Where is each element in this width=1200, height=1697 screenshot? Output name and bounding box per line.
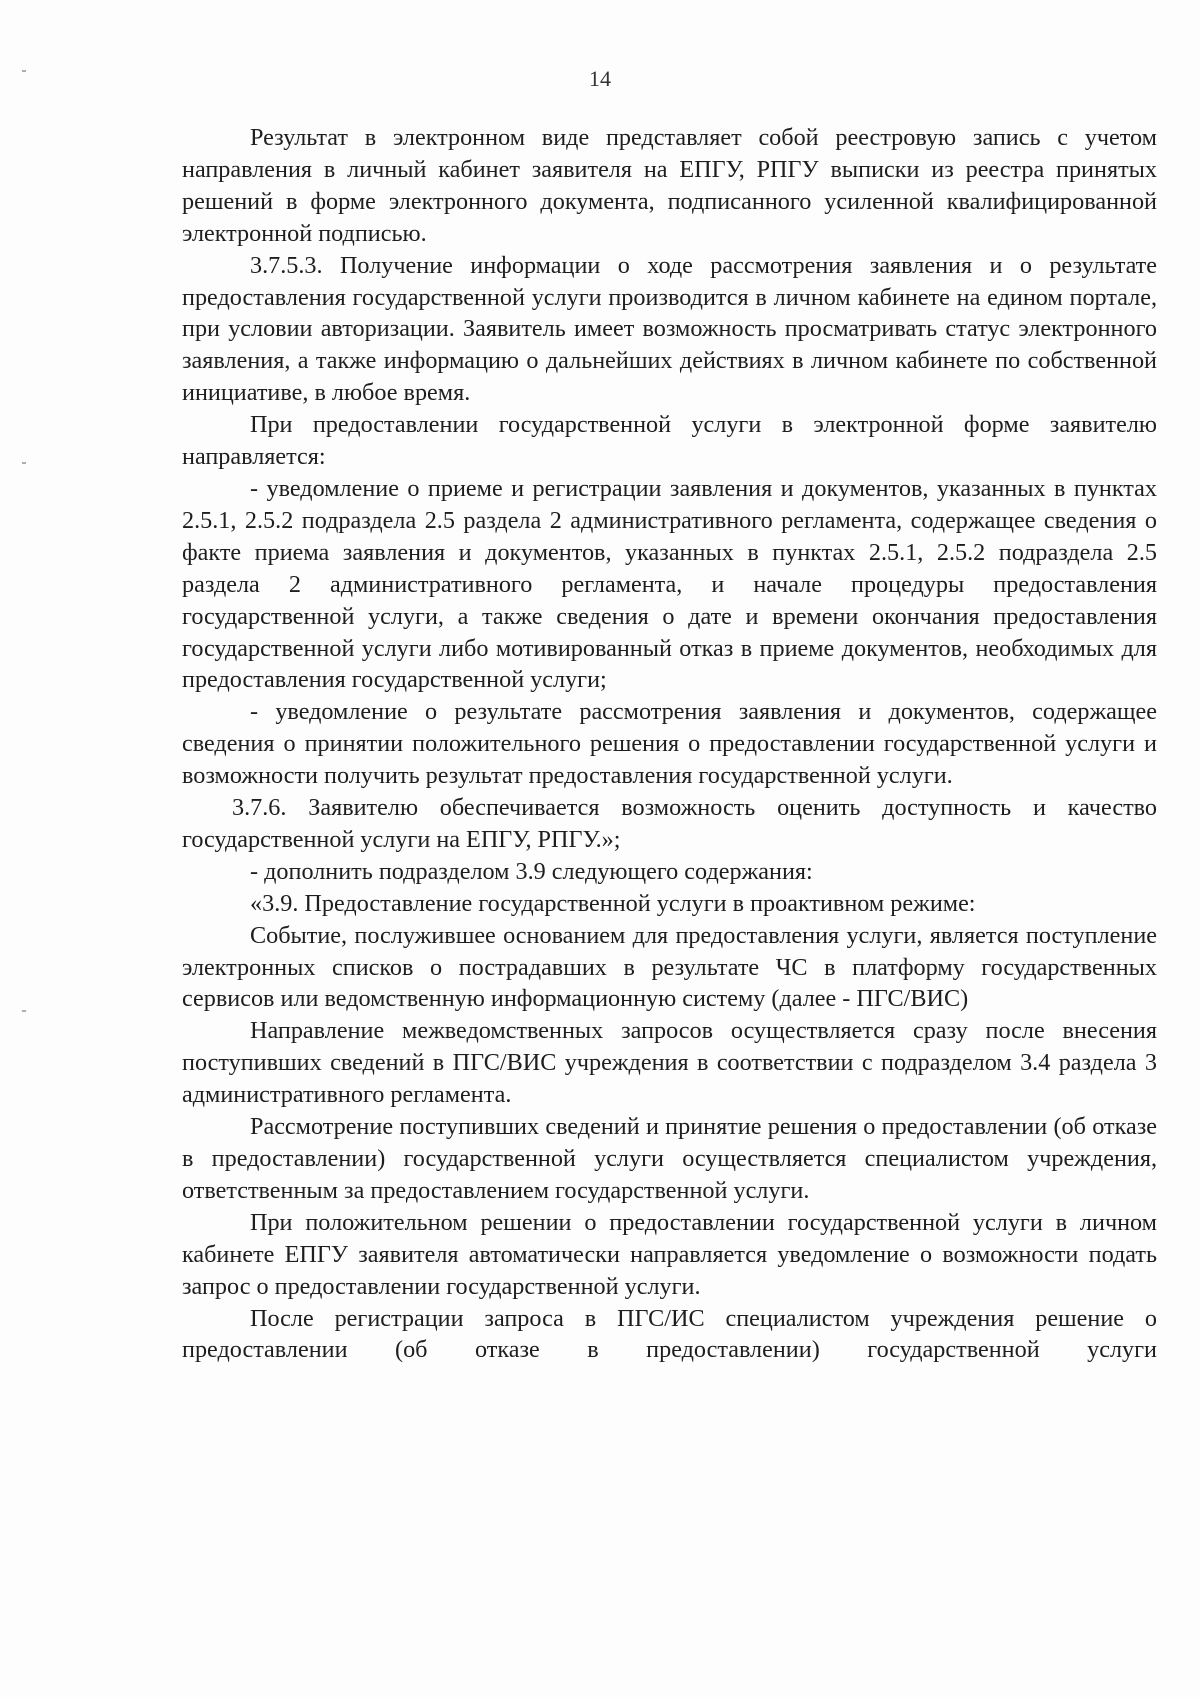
list-item-add-subsection: - дополнить подразделом 3.9 следующего содержания: (250, 857, 813, 885)
scan-mark (22, 1010, 26, 1012)
page-number: 14 (589, 66, 611, 91)
section-heading-3-9: «3.9. Предоставление государственной услуги в проактивном режиме: (250, 889, 976, 917)
scan-mark (22, 462, 26, 464)
paragraph-3-7-6: 3.7.6. Заявителю обеспечивается возможность оценить доступность и качество государственной услуги на ЕПГУ, РПГУ.»; (182, 794, 1157, 853)
paragraph-notifications-intro: При предоставлении государственной услуги в электронной форме заявителю направляется: (182, 411, 1157, 471)
paragraph-3-7-5-3: 3.7.5.3. Получение информации о ходе рассмотрения заявления и о результате предоставления государственной услуги производится в личном кабинете на едином портале, при условии авторизации. Заявитель имеет возможность просматривать статус электронного заявления, а также информацию о дальнейших действиях в личном кабинете по собственной инициативе, в любое время. (182, 251, 1157, 407)
document-body (182, 122, 1157, 1366)
list-item-receipt-notification: - уведомление о приеме и регистрации заявления и документов, указанных в пунктах 2.5.1, 2.5.2 подраздела 2.5 раздела 2 административного регламента, содержащее сведения о факте приема заявления и документов, указанных в пунктах 2.5.1, 2.5.2 подраздела 2.5 раздела 2 административного регламента, и начале процедуры предоставления государственной услуги, а также сведения о дате и времени окончания предоставления государственной услуги либо мотивированный отказ в приеме документов, необходимых для предоставления государственной услуги; (182, 474, 1157, 694)
paragraph-positive-decision: При положительном решении о предоставлении государственной услуги в личном кабинете ЕПГУ заявителя автоматически направляется уведомление о возможности подать запрос о предоставлении государственной услуги. (182, 1208, 1157, 1300)
paragraph-event-basis: Событие, послужившее основанием для предоставления услуги, является поступление электронных списков о пострадавших в результате ЧС в платформу государственных сервисов или ведомственную информационную систему (далее - ПГС/ВИС) (182, 921, 1157, 1013)
paragraph-result-electronic: Результат в электронном виде представляет собой реестровую запись с учетом направления в личный кабинет заявителя на ЕПГУ, РПГУ выписки из реестра принятых решений в форме электронного документа, подписанного усиленной квалифицированной электронной подписью. (182, 124, 1157, 247)
paragraph-after-registration: После регистрации запроса в ПГС/ИС специалистом учреждения решение о предоставлении (об отказе в предоставлении) государственной услуги (182, 1304, 1157, 1364)
list-item-result-notification: - уведомление о результате рассмотрения заявления и документов, содержащее сведения о принятии положительного решения о предоставлении государственной услуги и возможности получить результат предоставления государственной услуги. (182, 698, 1157, 790)
paragraph-interagency-requests: Направление межведомственных запросов осуществляется сразу после внесения поступивших сведений в ПГС/ВИС учреждения в соответствии с подразделом 3.4 раздела 3 административного регламента. (182, 1017, 1157, 1109)
paragraph-review-decision: Рассмотрение поступивших сведений и принятие решения о предоставлении (об отказе в предоставлении) государственной услуги осуществляется специалистом учреждения, ответственным за предоставлением государственной услуги. (182, 1113, 1157, 1204)
